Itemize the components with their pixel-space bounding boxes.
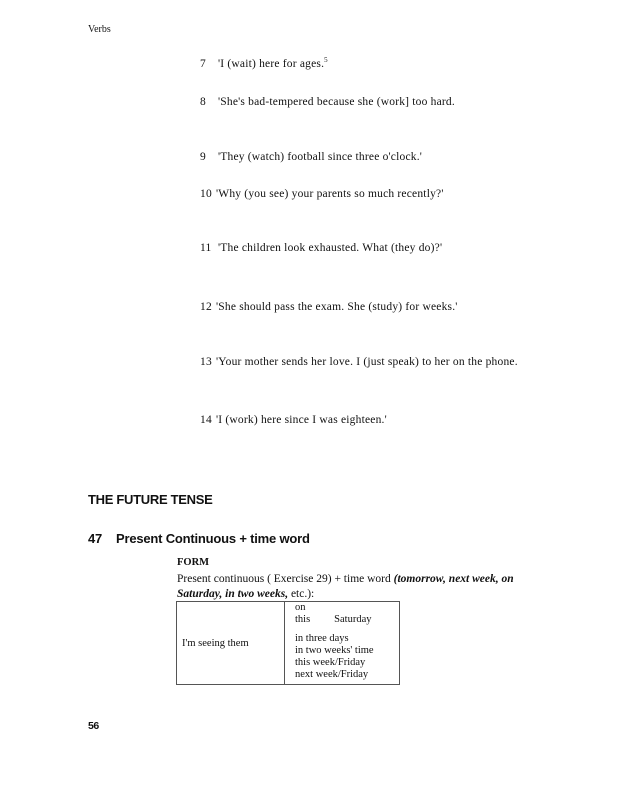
subsection-heading	[88, 531, 310, 546]
exercise-item	[200, 58, 328, 70]
time-word-this: this	[295, 613, 311, 625]
form-desc-text-end: etc.):	[288, 588, 315, 600]
exercise-text: 'The children look exhausted. What (they do)?'	[218, 242, 443, 254]
form-table	[176, 601, 400, 685]
page-number: 56	[88, 720, 99, 732]
form-description	[177, 572, 514, 602]
exercise-text: 'They (watch) football since three o'clock.'	[218, 151, 423, 163]
exercise-item	[200, 301, 458, 313]
exercise-text: 'I (wait) here for ages.	[218, 58, 325, 70]
exercise-text: 'She's bad-tempered because she (work] too hard.	[218, 96, 455, 108]
exercise-item	[200, 242, 442, 254]
table-cell-time-words	[285, 602, 400, 685]
exercise-item	[200, 356, 518, 368]
exercise-number: 12	[200, 301, 212, 313]
form-desc-examples-cont: Saturday, in two weeks,	[177, 588, 289, 600]
footnote-marker: 5	[324, 56, 328, 65]
exercise-text: 'Your mother sends her love. I (just speak) to her on the phone.	[216, 356, 518, 368]
subsection-title: Present Continuous + time word	[116, 531, 310, 546]
exercise-item	[200, 96, 455, 108]
exercise-text: 'I (work) here since I was eighteen.'	[216, 414, 387, 426]
time-word-line: this week/Friday	[295, 656, 366, 668]
form-desc-examples: (tomorrow, next week, on	[393, 573, 514, 585]
exercise-number: 9	[200, 151, 206, 163]
time-word-on: on	[295, 601, 306, 613]
exercise-number: 14	[200, 414, 212, 426]
exercise-number: 11	[200, 242, 212, 254]
form-desc-text: Present continuous ( Exercise 29) + time word	[177, 573, 394, 585]
exercise-number: 10	[200, 188, 212, 200]
exercise-item	[200, 151, 422, 163]
table-subject-text: I'm seeing them	[182, 637, 249, 649]
subsection-number: 47	[88, 531, 103, 546]
form-label: FORM	[177, 557, 210, 568]
exercise-item	[200, 188, 444, 200]
time-word-line: in three days	[295, 632, 349, 644]
time-word-line: in two weeks' time	[295, 644, 374, 656]
time-word-saturday: Saturday	[334, 613, 372, 625]
running-head: Verbs	[88, 24, 111, 35]
exercise-text: 'Why (you see) your parents so much recently?'	[216, 188, 444, 200]
exercise-number: 7	[200, 58, 206, 70]
exercise-text: 'She should pass the exam. She (study) for weeks.'	[216, 301, 458, 313]
table-cell-subject	[177, 602, 285, 685]
exercise-number: 8	[200, 96, 206, 108]
exercise-item	[200, 414, 387, 426]
exercise-number: 13	[200, 356, 212, 368]
section-title: THE FUTURE TENSE	[88, 492, 213, 507]
time-word-line: next week/Friday	[295, 668, 369, 680]
